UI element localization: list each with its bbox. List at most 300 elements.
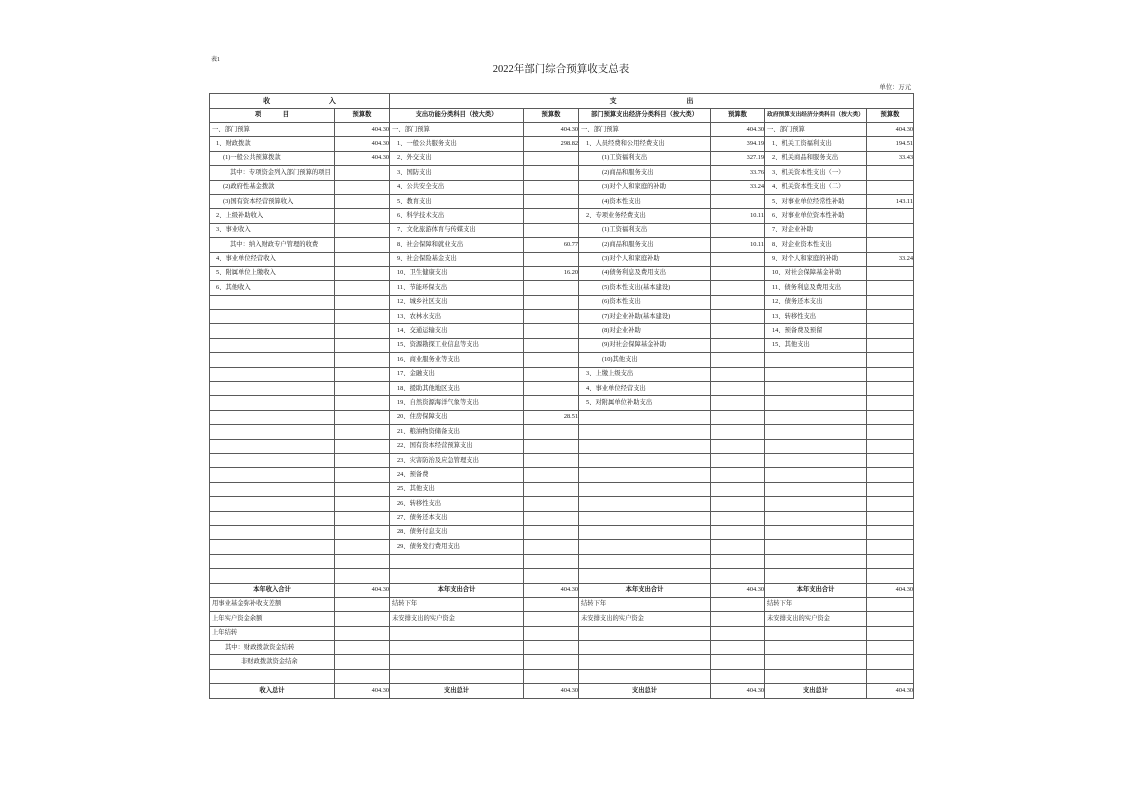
dept-econ-item-cell: (2)商品和服务支出 [579,238,711,252]
gov-econ-item-cell: 一、部门预算 [765,123,867,137]
function-class-amount-cell [524,425,579,439]
income-amount-cell [335,511,390,525]
gov-econ-item-cell: 2、机关商品和服务支出 [765,151,867,165]
function-class-item-cell: 7、文化旅游体育与传媒支出 [390,223,524,237]
table-row [210,612,914,626]
dept-econ-amount-cell [711,194,765,208]
income-item-cell: 非财政拨款资金结余 [210,655,335,669]
dept-econ-amount-cell [711,482,765,496]
dept-econ-item-cell [579,655,711,669]
income-item-cell: 2、上级补助收入 [210,209,335,223]
table-row [210,453,914,467]
function-class-amount-cell [524,554,579,568]
gov-econ-item-cell [765,626,867,640]
function-class-amount-cell [524,223,579,237]
gov-econ-item-cell [765,382,867,396]
table-row [210,180,914,194]
dept-econ-item-cell: (3)对个人和家庭补助 [579,252,711,266]
income-item-cell [210,439,335,453]
dept-econ-item-cell [579,626,711,640]
income-item-cell: (2)政府性基金拨款 [210,180,335,194]
table-row [210,166,914,180]
function-class-item-cell [390,669,524,683]
dept-econ-amount-header: 预算数 [711,109,765,123]
dept-econ-item-cell [579,497,711,511]
gov-econ-amount-cell [867,554,914,568]
dept-econ-amount-cell [711,410,765,424]
dept-econ-amount-cell [711,569,765,583]
income-item-cell [210,540,335,554]
dept-econ-item-cell [579,641,711,655]
gov-econ-amount-cell [867,511,914,525]
gov-econ-item-cell [765,468,867,482]
function-class-item-cell: 13、农林水支出 [390,310,524,324]
function-class-item-cell [390,641,524,655]
empty-row [210,569,914,583]
income-item-cell [210,295,335,309]
function-class-item-cell: 11、节能环保支出 [390,281,524,295]
gov-econ-item-cell [765,511,867,525]
income-amount-cell [335,540,390,554]
function-class-amount-cell [524,324,579,338]
dept-econ-amount-cell [711,382,765,396]
table-row [210,266,914,280]
income-amount-cell [335,410,390,424]
function-class-amount-cell [524,338,579,352]
gov-econ-amount-cell [867,525,914,539]
dept-econ-item-cell: 5、对附属单位补助支出 [579,396,711,410]
gov-econ-amount-cell [867,338,914,352]
dept-econ-class-header: 部门预算支出经济分类科目（按大类） [579,109,711,123]
function-class-amount-cell: 60.77 [524,238,579,252]
dept-econ-amount-cell [711,439,765,453]
dept-econ-item-cell [579,540,711,554]
table-row [210,511,914,525]
dept-econ-item-cell: (2)商品和服务支出 [579,166,711,180]
header-group-row [210,94,914,109]
dept-econ-item-cell: 4、事业单位经营支出 [579,382,711,396]
income-item-cell: (1)一般公共预算拨款 [210,151,335,165]
dept-econ-amount-cell [711,223,765,237]
income-amount-cell [335,525,390,539]
table-row [210,396,914,410]
dept-econ-item-cell: (8)对企业补助 [579,324,711,338]
income-item-cell [210,511,335,525]
income-amount-cell [335,310,390,324]
table-row [210,497,914,511]
income-amount-cell [335,382,390,396]
function-class-item-cell: 20、住房保障支出 [390,410,524,424]
function-class-amount-cell [524,525,579,539]
dept-econ-item-cell: (9)对社会保障基金补助 [579,338,711,352]
function-class-item-cell [390,626,524,640]
gov-econ-item-cell [765,540,867,554]
function-class-item-cell: 9、社会保险基金支出 [390,252,524,266]
income-item-cell: 本年收入合计 [210,583,335,597]
gov-econ-item-cell: 15、其他支出 [765,338,867,352]
dept-econ-item-cell: (3)对个人和家庭的补助 [579,180,711,194]
table-row [210,597,914,611]
income-item-cell [210,310,335,324]
gov-econ-amount-cell: 33.24 [867,252,914,266]
income-amount-cell [335,569,390,583]
function-class-amount-cell [524,655,579,669]
dept-econ-item-cell [579,410,711,424]
dept-econ-amount-cell [711,669,765,683]
table-row [210,223,914,237]
gov-econ-item-cell [765,482,867,496]
income-amount-cell [335,497,390,511]
function-class-amount-cell [524,252,579,266]
gov-econ-amount-cell [867,266,914,280]
income-amount-cell [335,209,390,223]
gov-econ-item-cell: 13、转移性支出 [765,310,867,324]
dept-econ-amount-cell: 404.30 [711,123,765,137]
function-class-item-cell: 8、社会保障和就业支出 [390,238,524,252]
income-item-cell: 4、事业单位经营收入 [210,252,335,266]
gov-econ-amount-cell [867,223,914,237]
gov-econ-item-cell [765,641,867,655]
table-row [210,425,914,439]
function-class-amount-cell: 404.30 [524,583,579,597]
function-class-item-cell: 15、资源勘探工业信息等支出 [390,338,524,352]
function-class-item-cell: 4、公共安全支出 [390,180,524,194]
dept-econ-amount-cell [711,511,765,525]
function-class-item-cell: 16、商业服务业等支出 [390,353,524,367]
gov-econ-amount-cell [867,238,914,252]
dept-econ-amount-cell [711,540,765,554]
function-class-amount-cell [524,497,579,511]
gov-econ-item-cell [765,497,867,511]
income-item-cell: 3、事业收入 [210,223,335,237]
table-row [210,295,914,309]
income-amount-cell [335,166,390,180]
dept-econ-item-cell [579,569,711,583]
gov-econ-item-cell: 7、对企业补助 [765,223,867,237]
gov-econ-item-cell: 5、对事业单位经常性补助 [765,194,867,208]
gov-econ-amount-cell: 404.30 [867,684,914,698]
income-item-cell: 上年实户资金余额 [210,612,335,626]
function-class-amount-cell [524,511,579,525]
function-class-item-cell: 23、灾害防治及应急管理支出 [390,453,524,467]
gov-econ-amount-cell [867,439,914,453]
function-class-amount-cell [524,194,579,208]
income-item-cell: 6、其他收入 [210,281,335,295]
gov-econ-item-cell [765,655,867,669]
function-class-item-cell: 28、债务付息支出 [390,525,524,539]
gov-econ-amount-cell [867,209,914,223]
table-row [210,525,914,539]
income-amount-cell [335,281,390,295]
dept-econ-item-cell: 一、部门预算 [579,123,711,137]
income-item-cell [210,554,335,568]
gov-econ-item-cell: 8、对企业资本性支出 [765,238,867,252]
gov-econ-item-cell [765,554,867,568]
gov-econ-item-cell: 3、机关资本性支出（一） [765,166,867,180]
income-amount-cell [335,353,390,367]
page-title: 2022年部门综合预算收支总表 [492,64,630,75]
gov-econ-amount-cell [867,655,914,669]
budget-summary-table [209,93,914,699]
gov-econ-item-cell [765,453,867,467]
gov-econ-item-cell [765,396,867,410]
gov-econ-item-cell [765,669,867,683]
table-label: 表1 [211,57,221,63]
function-amount-header: 预算数 [524,109,579,123]
table-row [210,209,914,223]
gov-econ-amount-cell [867,641,914,655]
gov-econ-amount-cell [867,497,914,511]
table-row [210,123,914,137]
dept-econ-item-cell [579,425,711,439]
income-item-cell [210,569,335,583]
function-class-item-cell: 27、债务还本支出 [390,511,524,525]
function-class-item-cell: 一、部门预算 [390,123,524,137]
dept-econ-amount-cell [711,554,765,568]
gov-econ-amount-cell [867,482,914,496]
income-amount-cell [335,180,390,194]
income-amount-cell [335,223,390,237]
dept-econ-amount-cell [711,641,765,655]
dept-econ-item-cell [579,482,711,496]
income-item-cell: (3)国有资本经营预算收入 [210,194,335,208]
gov-econ-item-cell [765,410,867,424]
function-class-amount-cell [524,482,579,496]
gov-econ-amount-cell [867,367,914,381]
function-class-item-cell: 3、国防支出 [390,166,524,180]
empty-row [210,554,914,568]
function-class-amount-cell: 404.30 [524,123,579,137]
dept-econ-amount-cell: 394.19 [711,137,765,151]
gov-econ-item-cell: 未安排支出的实户资金 [765,612,867,626]
header-column-row [210,109,914,123]
income-item-cell [210,453,335,467]
dept-econ-amount-cell: 33.76 [711,166,765,180]
dept-econ-amount-cell [711,626,765,640]
table-row [210,281,914,295]
function-class-amount-cell [524,641,579,655]
gov-econ-amount-cell [867,295,914,309]
dept-econ-amount-cell: 33.24 [711,180,765,194]
function-class-item-cell: 5、教育支出 [390,194,524,208]
function-class-item-cell: 6、科学技术支出 [390,209,524,223]
dept-econ-amount-cell: 10.11 [711,209,765,223]
table-row [210,324,914,338]
income-item-cell [210,396,335,410]
function-class-item-cell: 未安排支出的实户资金 [390,612,524,626]
gov-econ-amount-cell [867,453,914,467]
table-row [210,482,914,496]
table-row [210,382,914,396]
function-class-item-cell: 29、债务发行费用支出 [390,540,524,554]
income-amount-cell [335,554,390,568]
function-class-item-cell: 24、预备费 [390,468,524,482]
gov-econ-item-cell: 6、对事业单位资本性补助 [765,209,867,223]
income-amount-cell [335,367,390,381]
grand-total-row [210,684,914,698]
function-class-item-cell: 26、转移性支出 [390,497,524,511]
gov-econ-item-cell [765,367,867,381]
dept-econ-amount-cell: 327.19 [711,151,765,165]
dept-econ-amount-cell [711,655,765,669]
dept-econ-item-cell: (5)资本性支出(基本建设) [579,281,711,295]
function-class-amount-cell [524,669,579,683]
income-item-cell [210,338,335,352]
gov-econ-amount-cell [867,310,914,324]
gov-econ-amount-cell: 194.51 [867,137,914,151]
table-row [210,540,914,554]
gov-econ-amount-cell [867,425,914,439]
table-row [210,137,914,151]
income-amount-cell [335,482,390,496]
dept-econ-amount-cell [711,310,765,324]
income-item-cell: 用事业基金弥补收支差额 [210,597,335,611]
gov-econ-amount-cell [867,612,914,626]
dept-econ-item-cell: (1)工资福利支出 [579,223,711,237]
expenditure-group-header: 支 出 [390,94,914,109]
income-item-cell: 其中：纳入财政专户管理的收费 [210,238,335,252]
income-item-cell [210,482,335,496]
function-class-amount-cell [524,612,579,626]
income-item-cell: 5、附属单位上缴收入 [210,266,335,280]
income-item-cell [210,382,335,396]
dept-econ-amount-cell [711,612,765,626]
income-item-cell [210,468,335,482]
gov-econ-amount-cell [867,353,914,367]
gov-econ-amount-cell [867,166,914,180]
income-item-cell [210,425,335,439]
dept-econ-amount-cell: 10.11 [711,238,765,252]
income-amount-cell [335,468,390,482]
income-amount-cell: 404.30 [335,583,390,597]
function-class-amount-cell [524,396,579,410]
dept-econ-amount-cell: 404.30 [711,684,765,698]
income-item-cell [210,497,335,511]
income-amount-cell [335,655,390,669]
function-class-item-cell: 22、国有资本经营预算支出 [390,439,524,453]
dept-econ-item-cell: (6)资本性支出 [579,295,711,309]
function-class-item-cell: 2、外交支出 [390,151,524,165]
table-row [210,439,914,453]
function-class-amount-cell: 28.51 [524,410,579,424]
table-row [210,468,914,482]
gov-econ-amount-cell [867,180,914,194]
function-class-amount-cell [524,453,579,467]
gov-econ-item-cell: 11、债务利息及费用支出 [765,281,867,295]
income-amount-header: 预算数 [335,109,390,123]
table-row [210,641,914,655]
table-row [210,338,914,352]
income-amount-cell: 404.30 [335,151,390,165]
income-amount-cell [335,194,390,208]
function-class-item-cell: 10、卫生健康支出 [390,266,524,280]
dept-econ-amount-cell [711,324,765,338]
gov-econ-item-cell [765,525,867,539]
gov-econ-amount-cell [867,597,914,611]
dept-econ-amount-cell [711,295,765,309]
function-class-amount-cell [524,468,579,482]
dept-econ-amount-cell [711,597,765,611]
dept-econ-amount-cell [711,468,765,482]
income-amount-cell [335,266,390,280]
dept-econ-amount-cell [711,281,765,295]
income-amount-cell [335,238,390,252]
gov-econ-item-cell [765,353,867,367]
income-amount-cell [335,439,390,453]
gov-econ-item-cell: 1、机关工资福利支出 [765,137,867,151]
function-class-item-cell: 本年支出合计 [390,583,524,597]
table-row [210,410,914,424]
income-amount-cell [335,612,390,626]
function-class-amount-cell [524,281,579,295]
gov-econ-amount-cell [867,569,914,583]
gov-econ-amount-cell: 143.11 [867,194,914,208]
function-class-item-cell: 1、一般公共服务支出 [390,137,524,151]
income-amount-cell: 404.30 [335,123,390,137]
function-class-amount-cell [524,367,579,381]
income-item-cell: 收入总计 [210,684,335,698]
income-item-cell [210,367,335,381]
function-class-amount-cell [524,151,579,165]
dept-econ-item-cell: 本年支出合计 [579,583,711,597]
dept-econ-amount-cell [711,367,765,381]
function-class-item-cell: 支出总计 [390,684,524,698]
function-class-item-cell: 17、金融支出 [390,367,524,381]
dept-econ-amount-cell [711,252,765,266]
gov-econ-amount-header: 预算数 [867,109,914,123]
function-class-item-cell [390,655,524,669]
gov-econ-amount-cell [867,468,914,482]
dept-econ-amount-cell [711,338,765,352]
dept-econ-item-cell [579,554,711,568]
function-class-amount-cell [524,597,579,611]
dept-econ-item-cell: (4)资本性支出 [579,194,711,208]
function-class-amount-cell [524,166,579,180]
dept-econ-amount-cell [711,453,765,467]
dept-econ-amount-cell [711,266,765,280]
dept-econ-item-cell: (7)对企业补助(基本建设) [579,310,711,324]
income-item-cell [210,410,335,424]
income-item-cell: 其中：专项资金列入部门预算的项目 [210,166,335,180]
income-item-cell: 上年结转 [210,626,335,640]
function-class-amount-cell [524,180,579,194]
function-class-amount-cell [524,382,579,396]
dept-econ-item-cell: (4)债务利息及费用支出 [579,266,711,280]
dept-econ-item-cell: (1)工资福利支出 [579,151,711,165]
gov-econ-amount-cell: 404.30 [867,123,914,137]
gov-econ-item-cell: 14、预备费及预留 [765,324,867,338]
dept-econ-item-cell: 1、人员经费和公用经费支出 [579,137,711,151]
gov-econ-item-cell: 12、债务还本支出 [765,295,867,309]
function-class-amount-cell [524,353,579,367]
dept-econ-amount-cell: 404.30 [711,583,765,597]
income-item-header: 项 目 [210,109,335,123]
dept-econ-amount-cell [711,353,765,367]
income-item-cell: 一、部门预算 [210,123,335,137]
income-item-cell [210,353,335,367]
function-class-item-cell: 12、城乡社区支出 [390,295,524,309]
function-class-amount-cell: 16.20 [524,266,579,280]
function-class-item-cell [390,554,524,568]
function-class-header: 支出功能分类科目（按大类） [390,109,524,123]
gov-econ-item-cell [765,569,867,583]
gov-econ-amount-cell [867,396,914,410]
table-row [210,151,914,165]
dept-econ-amount-cell [711,525,765,539]
gov-econ-item-cell: 结转下年 [765,597,867,611]
gov-econ-class-header: 政府预算支出经济分类科目（按大类） [765,109,867,123]
gov-econ-amount-cell [867,382,914,396]
